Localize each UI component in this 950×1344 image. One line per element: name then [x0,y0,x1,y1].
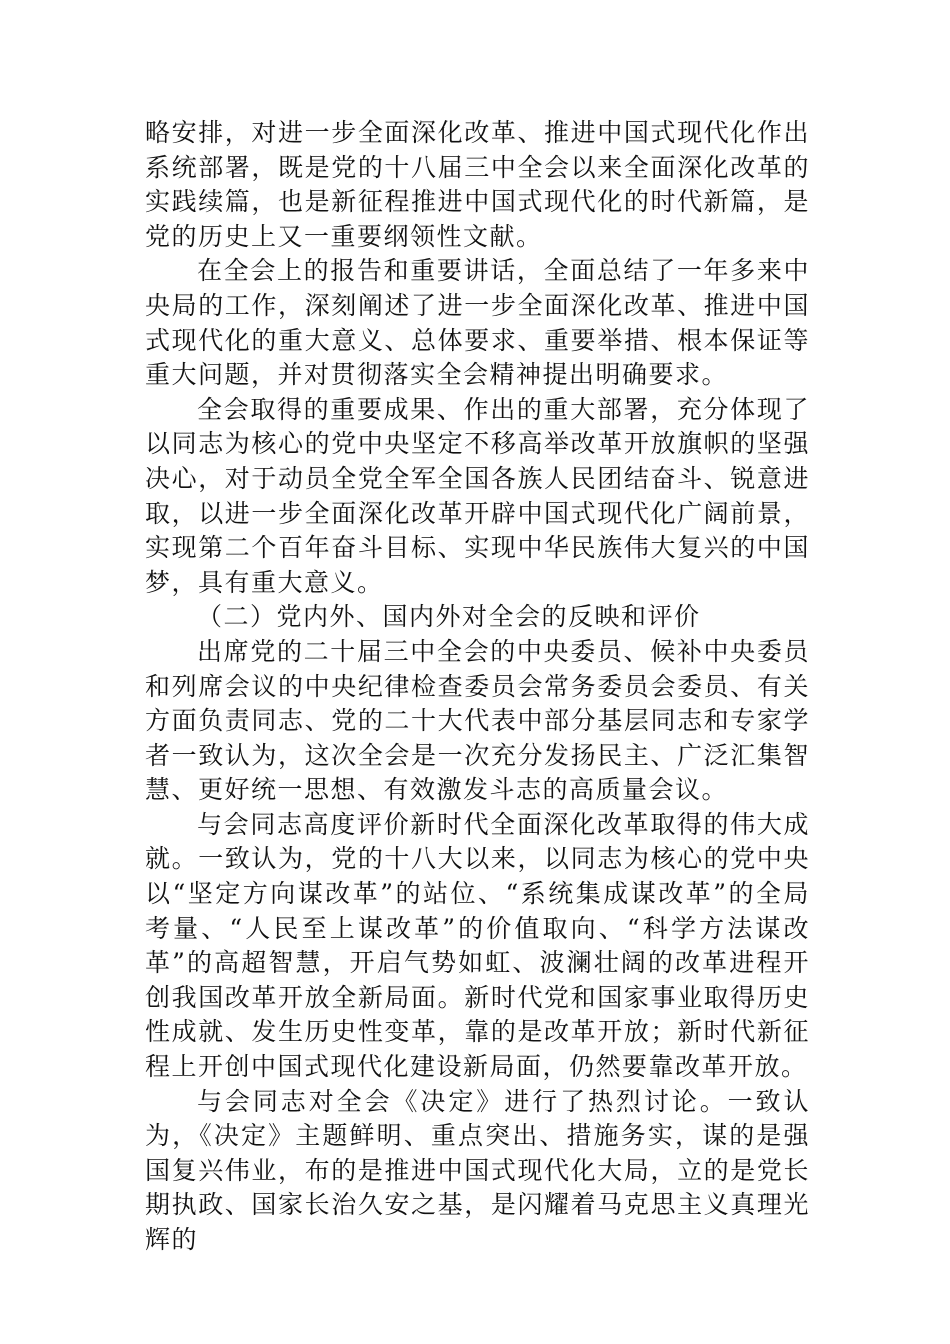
paragraph: 出席党的二十届三中全会的中央委员、候补中央委员和列席会议的中央纪律检查委员会常务委员会委员、有关方面负责同志、党的二十大代表中部分基层同志和专家学者一致认为，这次全会是一次充分发扬民主、广泛汇集智慧、更好统一思想、有效激发斗志的高质量会议。 [145,636,810,805]
paragraph: 与会同志对全会《决定》进行了热烈讨论。一致认为，《决定》主题鲜明、重点突出、措施务实，谋的是强国复兴伟业，布的是推进中国式现代化大局，立的是党长期执政、国家长治久安之基，是闪耀着马克思主义真理光辉的 [145,1086,810,1254]
paragraph: 全会取得的重要成果、作出的重大部署，充分体现了以同志为核心的党中央坚定不移高举改革开放旗帜的坚强决心，对于动员全党全军全国各族人民团结奋斗、锐意进取，以进一步全面深化改革开辟中国式现代化广阔前景，实现第二个百年奋斗目标、实现中华民族伟大复兴的中国梦，具有重大意义。 [145,394,810,597]
document-body [145,116,810,1258]
paragraph: 在全会上的报告和重要讲话，全面总结了一年多来中央局的工作，深刻阐述了进一步全面深化改革、推进中国式现代化的重大意义、总体要求、重要举措、根本保证等重大问题，并对贯彻落实全会精神提出明确要求。 [145,256,810,390]
section-heading: （二）党内外、国内外对全会的反映和评价 [197,602,701,632]
paragraph: 与会同志高度评价新时代全面深化改革取得的伟大成就。一致认为，党的十八大以来，以同志为核心的党中央以“坚定方向谋改革”的站位、“系统集成谋改革”的全局考量、“人民至上谋改革”的价值取向、“科学方法谋改革”的高超智慧，开启气势如虹、波澜壮阔的改革进程开创我国改革开放全新局面。新时代党和国家事业取得历史性成就、发生历史性变革，靠的是改革开放；新时代新征程上开创中国式现代化建设新局面，仍然要靠改革开放。 [145,809,810,1082]
paragraph-continued: 略安排，对进一步全面深化改革、推进中国式现代化作出系统部署，既是党的十八届三中全会以来全面深化改革的实践续篇，也是新征程推进中国式现代化的时代新篇，是党的历史上又一重要纲领性文献。 [145,118,810,251]
